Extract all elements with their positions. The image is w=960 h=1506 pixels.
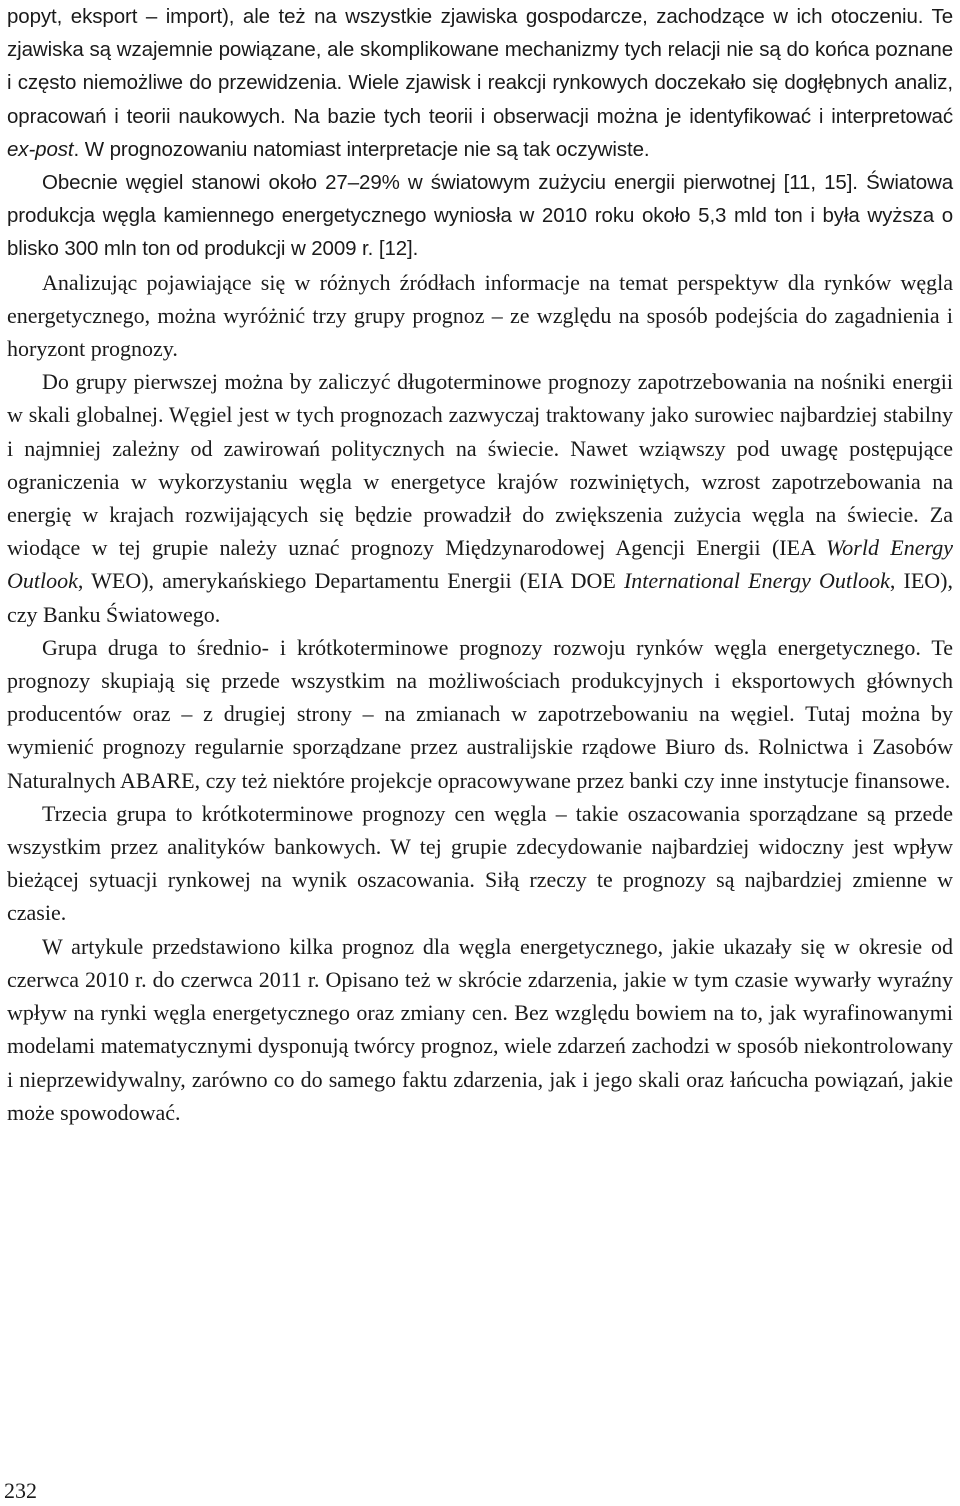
paragraph-4-italic-ieo: International Energy Outlook [623, 568, 890, 594]
paragraph-6 [7, 797, 953, 930]
paragraph-5-text: Grupa druga to średnio- i krótkoterminowe prognozy rozwoju rynków węgla energetycznego. Te prognozy skupiają się przede wszystkim na możliwościach produkcyjnych i eksportowych głównych producentów oraz – z drugiej strony – na zmianach w zapotrzebowaniu na węgiel. Tutaj można by wymienić prognozy regularnie sporządzane przez australijskie rządowe Biuro ds. Rolnictwa i Zasobów Naturalnych ABARE, czy też niektóre projekcje opracowywane przez banki czy inne instytucje finansowe. [7, 634, 953, 793]
document-body [7, 0, 953, 1129]
paragraph-4-text-3: , IEO), czy Banku Światowego. [7, 568, 953, 627]
page-number: 232 [4, 1478, 37, 1503]
paragraph-7 [7, 930, 953, 1129]
paragraph-1-italic-ex-post: ex-post [7, 137, 74, 161]
paragraph-4-italic-weo: World Energy Outlook [7, 535, 953, 594]
paragraph-3-text: Analizując pojawiające się w różnych źródłach informacje na temat perspektyw dla rynków węgla energetycznego, można wyróżnić trzy grupy prognoz – ze względu na sposób podejścia do zagadnienia i horyzont prognozy. [7, 269, 953, 362]
paragraph-4-text-1: Do grupy pierwszej można by zaliczyć długoterminowe prognozy zapotrzebowania na nośniki energii w skali globalnej. Węgiel jest w tych prognozach zazwyczaj traktowany jako surowiec najbardziej stabilny i najmniej zależny od zawirowań politycznych na świecie. Nawet wziąwszy pod uwagę postępujące ograniczenia w wykorzystaniu węgla w energetyce krajów rozwiniętych, wzrost zapotrzebowania na energię w krajach rozwijających się będzie prowadził do zwiększenia zużycia węgla na świecie. Za wiodące w tej grupie należy uznać prognozy Międzynarodowej Agencji Energii (IEA [7, 369, 953, 561]
paragraph-3 [7, 266, 953, 366]
paragraph-4 [7, 365, 953, 631]
paragraph-4-text-2: , WEO), amerykańskiego Departamentu Energii (EIA DOE [77, 568, 624, 594]
paragraph-1-text-1: popyt, eksport – import), ale też na wszystkie zjawiska gospodarcze, zachodzące w ich otoczeniu. Te zjawiska są wzajemnie powiązane, ale skomplikowane mechanizmy tych relacji nie są do końca poznane i często niemożliwe do przewidzenia. Wiele zjawisk i reakcji rynkowych doczekało się dogłębnych analiz, opracowań i teorii naukowych. Na bazie tych teorii i obserwacji można je identyfikować i interpretować [7, 5, 953, 128]
paragraph-2 [7, 166, 953, 266]
paragraph-2-text: Obecnie węgiel stanowi około 27–29% w światowym zużyciu energii pierwotnej [11, 15]. Światowa produkcja węgla kamiennego energetycznego wyniosła w 2010 roku około 5,3 mld ton i była wyższa o blisko 300 mln ton od produkcji w 2009 r. [12]. [7, 171, 953, 261]
paragraph-1-text-2: . W prognozowaniu natomiast interpretacje nie są tak oczywiste. [73, 137, 650, 161]
paragraph-1 [7, 0, 953, 166]
paragraph-5 [7, 631, 953, 797]
paragraph-6-text: Trzecia grupa to krótkoterminowe prognozy cen węgla – takie oszacowania sporządzane są przede wszystkim przez analityków bankowych. W tej grupie zdecydowanie najbardziej widoczny jest wpływ bieżącej sytuacji rynkowej na wynik oszacowania. Siłą rzeczy te prognozy są najbardziej zmienne w czasie. [7, 800, 953, 926]
paragraph-7-text: W artykule przedstawiono kilka prognoz dla węgla energetycznego, jakie ukazały się w okresie od czerwca 2010 r. do czerwca 2011 r. Opisano też w skrócie zdarzenia, jakie w tym czasie wywarły wyraźny wpływ na rynki węgla energetycznego oraz zmiany cen. Bez względu bowiem na to, jak wyrafinowanymi modelami matematycznymi dysponują twórcy prognoz, wiele zdarzeń zachodzi w sposób niekontrolowany i nieprzewidywalny, zarówno co do samego faktu zdarzenia, jak i jego skali oraz łańcucha powiązań, jakie może spowodować. [7, 933, 953, 1125]
